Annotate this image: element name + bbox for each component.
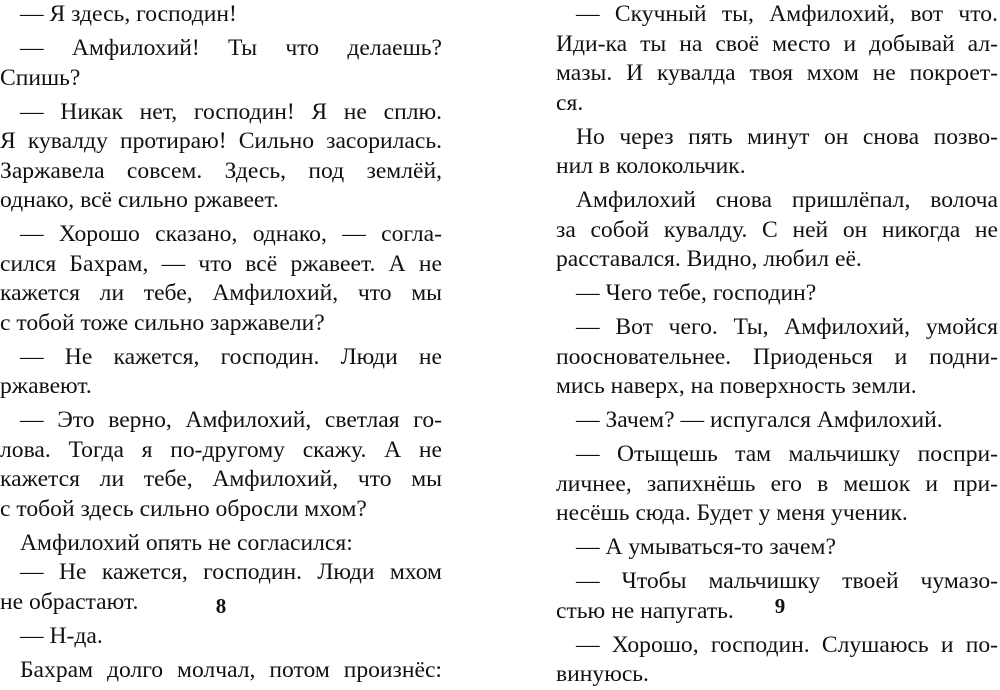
page-number-right: 9 — [774, 594, 786, 618]
text-line: Амфилохий опять не согласился: — [20, 529, 353, 556]
text-line: — Не кажется, господин. Люди мхом — [20, 559, 442, 585]
text-line: — Чтобы мальчишку твоей чумазо- — [576, 568, 998, 594]
text-line: Но через пять минут он снова позво- — [576, 123, 998, 150]
text-line: однако, всё сильно ржавеет. — [0, 187, 279, 213]
text-line: лова. Тогда я по-другому скажу. А не — [0, 436, 442, 463]
text-line: — Чего тебе, господин? — [576, 280, 817, 306]
text-line: Спишь? — [0, 64, 81, 91]
text-line: — Скучный ты, Амфилохий, вот что. — [576, 1, 998, 27]
text-line: ся. — [556, 89, 584, 116]
text-line: Бахрам долго молчал, потом произнёс: — [20, 656, 442, 683]
text-line: — А умываться-то зачем? — [576, 534, 836, 560]
text-line: — Вот чего. Ты, Амфилохий, умойся — [576, 314, 998, 340]
text-line: Я кувалду протираю! Сильно засорилась. — [0, 128, 442, 154]
text-line: стью не напугать. — [556, 597, 734, 624]
text-line: — Никак нет, господин! Я не сплю. — [20, 98, 442, 125]
text-line: кажется ли тебе, Амфилохий, что мы — [0, 466, 442, 492]
text-line: — Не кажется, господин. Люди не — [20, 343, 442, 370]
text-line: Заржавела совсем. Здесь, под землёй, — [0, 157, 442, 184]
text-line: сился Бахрам, — что всё ржавеет. А не — [0, 250, 442, 277]
text-line: — Амфилохий! Ты что делаешь? — [20, 35, 442, 61]
text-line: с тобой здесь сильно обросли мхом? — [0, 495, 367, 522]
text-line: несёшь сюда. Будет у меня ученик. — [556, 500, 908, 526]
right-page-text — [556, 0, 998, 690]
text-line: Амфилохий снова пришлёпал, волоча — [576, 187, 998, 213]
text-line: мись наверх, на поверхность земли. — [556, 373, 917, 399]
text-line: расставался. Видно, любил её. — [556, 246, 862, 272]
text-line: кажется ли тебе, Амфилохий, что мы — [0, 280, 442, 306]
text-line: — Отыщешь там мальчишку поспри- — [576, 441, 998, 467]
text-line: — Хорошо сказано, однако, — согла- — [20, 221, 442, 247]
left-page-text — [0, 0, 442, 685]
text-line: поосновательнее. Приоденься и подни- — [556, 343, 998, 370]
text-line: мазы. И кувалда твоя мхом не покроет- — [556, 60, 998, 86]
page-number-left: 8 — [215, 594, 227, 618]
text-line: Иди-ка ты на своё место и добывай ал- — [556, 30, 998, 57]
text-line: не обрастают. — [0, 588, 139, 615]
text-line: — Я здесь, господин! — [20, 1, 237, 27]
text-line: — Зачем? — испугался Амфилохий. — [576, 407, 943, 433]
text-line: за собой кувалду. С ней он никогда не — [556, 216, 998, 243]
text-line: винуюсь. — [556, 661, 649, 687]
text-line: ржавеют. — [0, 373, 92, 399]
text-line: личнее, запихнёшь его в мешок и при- — [556, 470, 998, 497]
text-line: — Хорошо, господин. Слушаюсь и по- — [576, 631, 998, 658]
text-line: — Это верно, Амфилохий, светлая го- — [20, 407, 442, 433]
text-line: с тобой тоже сильно заржавели? — [0, 309, 325, 336]
text-line: нил в колокольчик. — [556, 153, 746, 179]
text-line: — Н-да. — [20, 622, 103, 649]
